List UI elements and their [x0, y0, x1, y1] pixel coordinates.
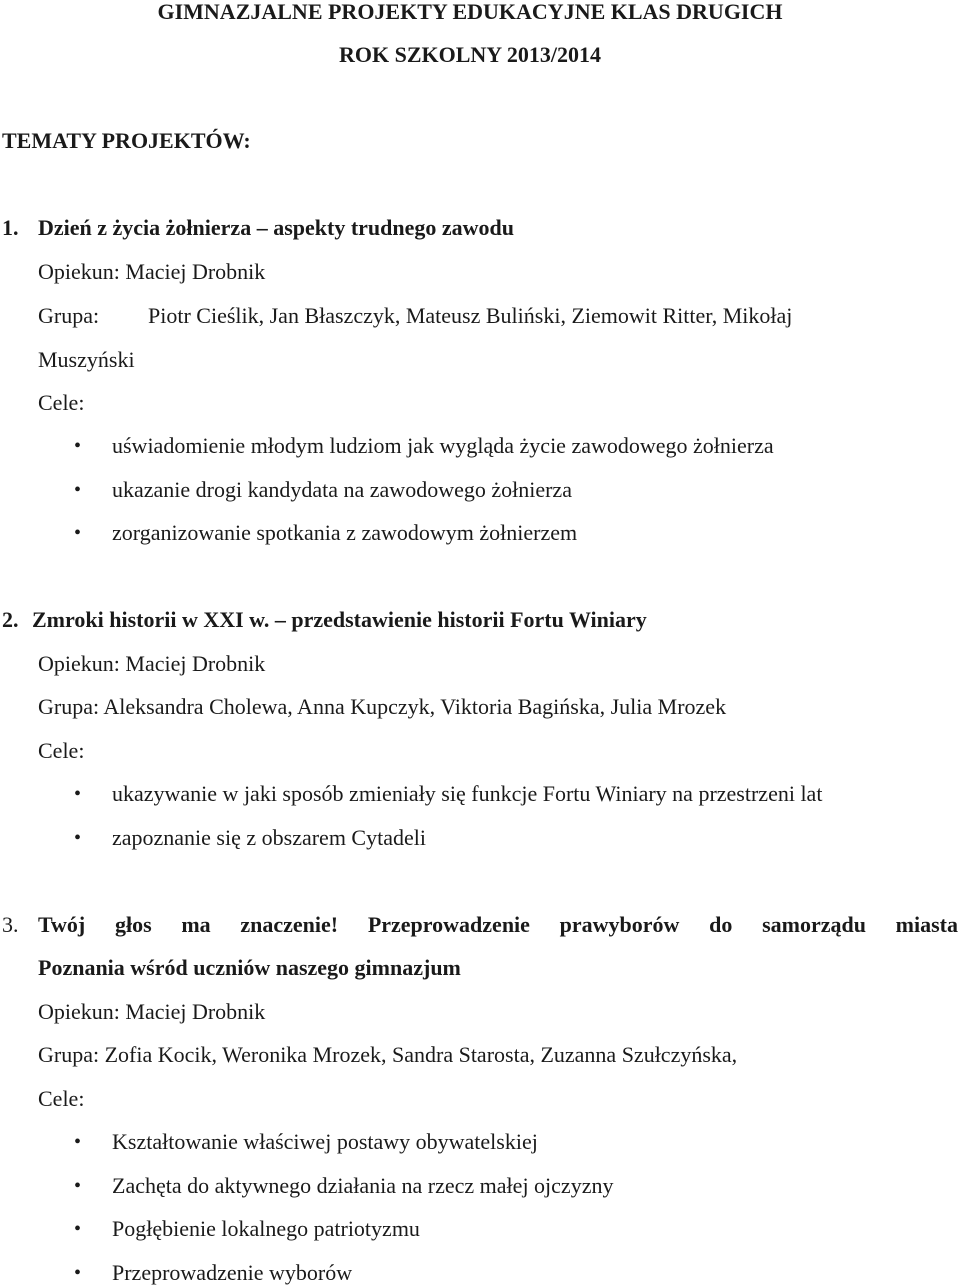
- project-3-goals-label: Cele:: [38, 1086, 85, 1111]
- project-3-goal-2: Zachęta do aktywnego działania na rzecz małej ojczyzny: [112, 1173, 614, 1198]
- group-label: Grupa:: [38, 1042, 100, 1067]
- document-title: GIMNAZJALNE PROJEKTY EDUKACYJNE KLAS DRUGICH: [157, 0, 783, 24]
- project-1-group-line1: Piotr Cieślik, Jan Błaszczyk, Mateusz Buliński, Ziemowit Ritter, Mikołaj: [148, 303, 793, 328]
- title-word: głos: [114, 912, 152, 937]
- bullet-icon: •: [74, 1262, 82, 1284]
- group-members: Zofia Kocik, Weronika Mrozek, Sandra Starosta, Zuzanna Szułczyńska,: [104, 1042, 738, 1067]
- supervisor-label: Opiekun:: [38, 651, 120, 676]
- bullet-icon: •: [74, 1218, 82, 1240]
- project-2-goals-label: Cele:: [38, 738, 85, 763]
- project-2-title-text: Zmroki historii w XXI w. – przedstawienie historii Fortu Winiary: [32, 607, 647, 632]
- school-year: ROK SZKOLNY 2013/2014: [339, 42, 601, 67]
- supervisor-name: Maciej Drobnik: [125, 651, 266, 676]
- bullet-icon: •: [74, 435, 82, 457]
- project-1-title: [2, 217, 514, 239]
- project-1-supervisor: [38, 261, 265, 283]
- bullet-icon: •: [74, 783, 82, 805]
- project-3-group: [38, 1044, 737, 1066]
- supervisor-name: Maciej Drobnik: [125, 999, 266, 1024]
- group-members: Aleksandra Cholewa, Anna Kupczyk, Viktoria Bagińska, Julia Mrozek: [103, 694, 727, 719]
- project-3-goal-1: Kształtowanie właściwej postawy obywatelskiej: [112, 1129, 538, 1154]
- project-1-goal-2: ukazanie drogi kandydata na zawodowego żołnierza: [112, 477, 572, 502]
- title-word: prawyborów: [559, 912, 680, 937]
- title-word: samorządu: [762, 912, 866, 937]
- title-word: do: [709, 912, 733, 937]
- project-2-title: [2, 609, 647, 631]
- project-2-supervisor: [38, 653, 265, 675]
- project-3-title-line2: Poznania wśród uczniów naszego gimnazjum: [38, 955, 461, 980]
- bullet-icon: •: [74, 1131, 82, 1153]
- project-1-number: 1.: [2, 215, 19, 240]
- project-3-number: 3.: [2, 912, 19, 937]
- project-3-goal-3: Pogłębienie lokalnego patriotyzmu: [112, 1216, 420, 1241]
- title-word: Przeprowadzenie: [367, 912, 530, 937]
- bullet-icon: •: [74, 522, 82, 544]
- project-2-number: 2.: [2, 607, 19, 632]
- bullet-icon: •: [74, 827, 82, 849]
- project-2-goal-2: zapoznanie się z obszarem Cytadeli: [112, 825, 426, 850]
- supervisor-label: Opiekun:: [38, 259, 120, 284]
- title-word: znaczenie!: [240, 912, 339, 937]
- topics-heading: TEMATY PROJEKTÓW:: [2, 128, 251, 153]
- project-1-goals-label: Cele:: [38, 390, 85, 415]
- project-3-goal-4: Przeprowadzenie wyborów: [112, 1260, 353, 1285]
- project-1-group-line2: Muszyński: [38, 347, 135, 372]
- supervisor-label: Opiekun:: [38, 999, 120, 1024]
- group-label: Grupa:: [38, 694, 100, 719]
- title-word: Twój: [38, 912, 86, 937]
- project-1-goal-3: zorganizowanie spotkania z zawodowym żołnierzem: [112, 520, 578, 545]
- title-word: miasta: [895, 912, 958, 937]
- supervisor-name: Maciej Drobnik: [125, 259, 266, 284]
- project-1-group-label: Grupa:: [38, 303, 100, 328]
- project-3-title-line1: [38, 914, 958, 936]
- project-2-goal-1: ukazywanie w jaki sposób zmieniały się funkcje Fortu Winiary na przestrzeni lat: [112, 781, 823, 806]
- project-2-group: [38, 696, 726, 718]
- project-1-title-text: Dzień z życia żołnierza – aspekty trudnego zawodu: [38, 215, 514, 240]
- bullet-icon: •: [74, 1175, 82, 1197]
- bullet-icon: •: [74, 479, 82, 501]
- title-word: ma: [181, 912, 211, 937]
- project-3-supervisor: [38, 1001, 265, 1023]
- project-1-goal-1: uświadomienie młodym ludziom jak wygląda życie zawodowego żołnierza: [112, 433, 774, 458]
